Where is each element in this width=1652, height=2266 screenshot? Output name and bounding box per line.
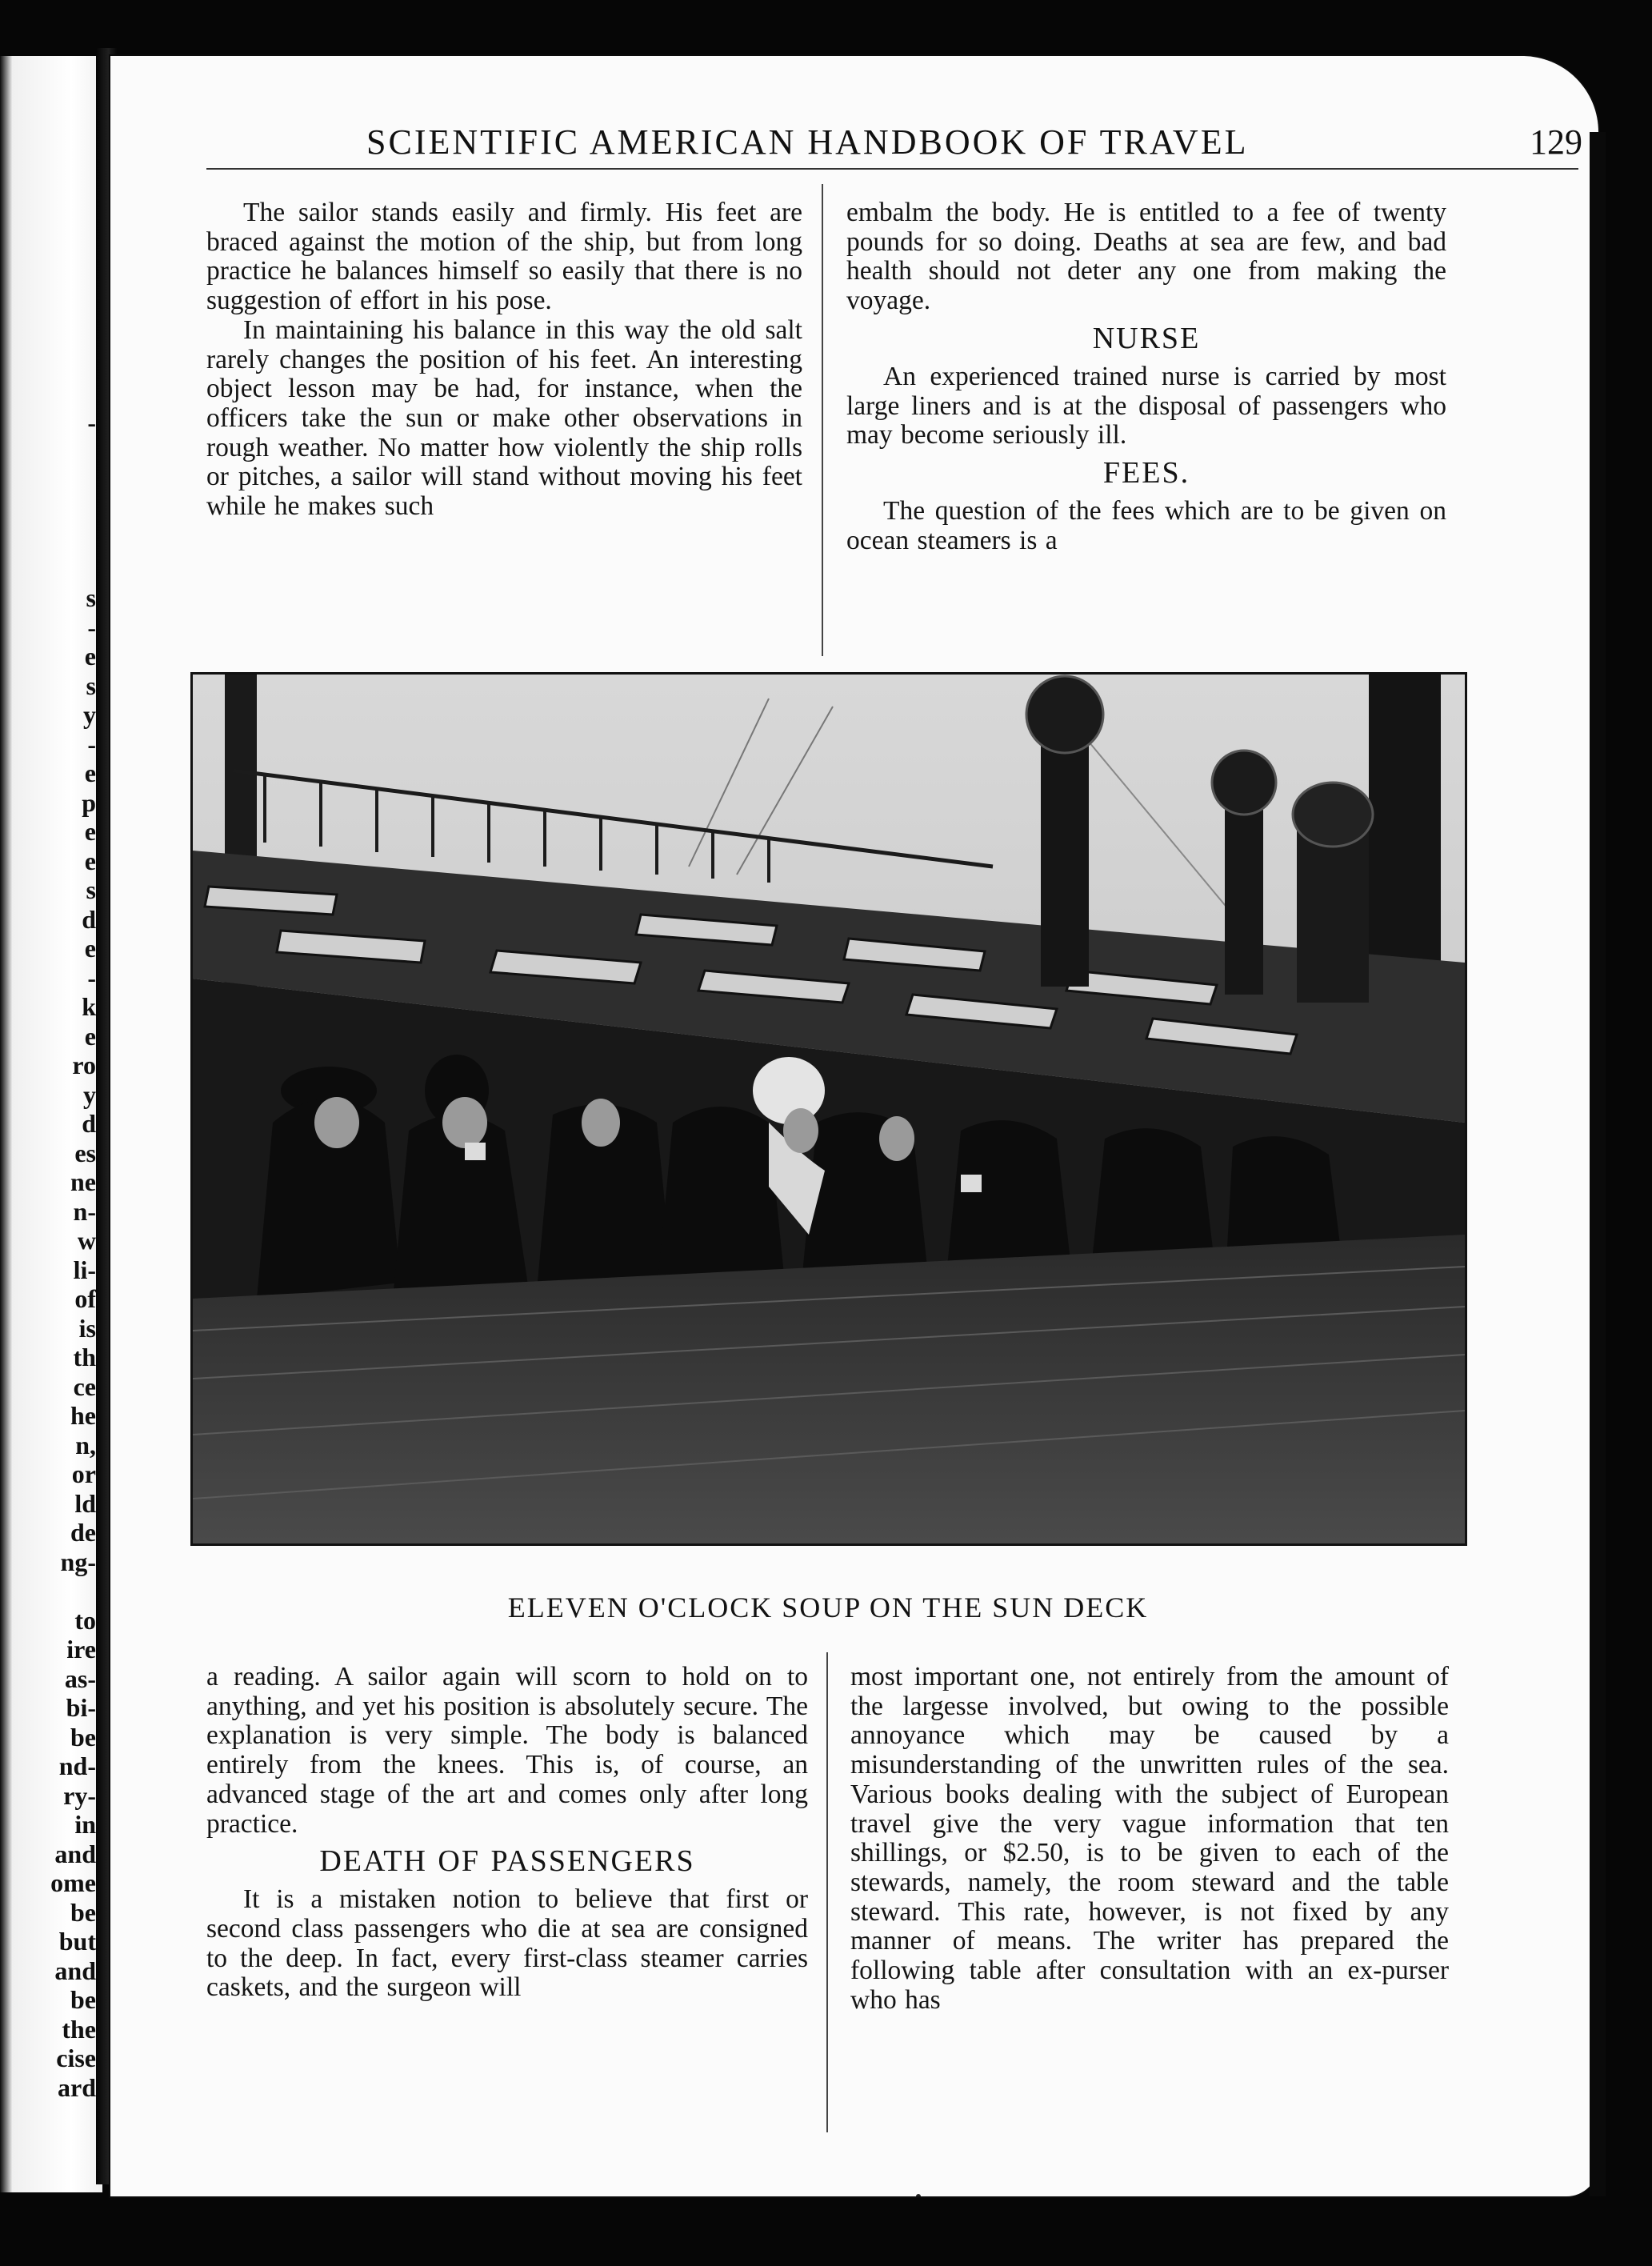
running-title: SCIENTIFIC AMERICAN HANDBOOK OF TRAVEL [366,122,1249,162]
paragraph-nurse: An experienced trained nurse is carried by most large liners and is at the disposal of passengers who may become seriously ill. [846,361,1446,450]
top-right-column [846,198,1446,555]
paragraph-fees-intro: The question of the fees which are to be given on ocean steamers is a [846,495,1446,555]
top-left-column [206,198,802,522]
running-header [366,122,1582,173]
facing-page-edge [0,56,102,2192]
paragraph-balance: In maintaining his balance in this way the old salt rarely changes the position of his feet. An interesting object lesson may be had, for instance, when the officers take the sun or make other observations in rough weather. No matter how violently the ship rolls or pitches, a sailor will stand without moving his feet while he makes such [206,314,802,522]
paragraph-death-at-sea: It is a mistaken notion to believe that first or second class passengers who die at sea are consigned to the deep. In fact, every first-class steamer carries caskets, and the surgeon will [206,1884,808,2003]
deck-photograph-image [193,675,1465,1543]
page-number: 129 [1530,122,1582,162]
top-column-divider [822,184,823,656]
heading-fees: FEES. [1102,455,1190,490]
deck-photograph [190,672,1467,1546]
header-rule [206,168,1578,170]
bottom-column-divider [826,1652,828,2132]
paragraph-fees-continued: most important one, not entirely from the amount of the largesse involved, but owing to the possible annoyance which may be caused by a misunderstanding of the unwritten rules of the sea. Various books dealing with the subject of European travel give the very vague information that ten shillings, or $2.50, is to be given to each of the stewards, namely, the room steward and the table steward. This rate, however, is not fixed by any manner of means. The writer has prepared the following table after consultation with an ex-purser who has [850,1662,1449,2015]
paragraph-sailor-knees: a reading. A sailor again will scorn to hold on to anything, and yet his position is absolutely secure. The explanation is very simple. The body is balanced entirely from the knees. This is, of course, an advanced stage of the art and comes only after long practice. [206,1662,808,1839]
facing-page-text-fragments: - s - e s y - e p e e s d e - k e ro y d es ne n- w li- of is th ce he n, or ld de ng- to ire as- bi- be nd- ry- in and ome be but and be the cise ard [50,408,96,2102]
bottom-left-column [206,1663,808,2003]
photo-caption: ELEVEN O'CLOCK SOUP ON THE SUN DECK [507,1591,1149,1623]
paragraph-sailor-stands: The sailor stands easily and firmly. His feet are braced against the motion of the ship, but from long practice he balances himself so easily that there is no suggestion of effort in his pose. [206,198,802,316]
heading-nurse: NURSE [1092,321,1201,355]
page-edge-shadow [1590,132,1606,2196]
heading-death-of-passengers: DEATH OF PASSENGERS [319,1844,695,1879]
book-page [110,56,1598,2196]
bottom-right-column [850,1663,1449,2015]
paragraph-embalm: embalm the body. He is entitled to a fee of twenty pounds for so doing. Deaths at sea are few, and bad health should not deter any one from making the voyage. [846,198,1446,316]
ink-speck [916,2194,921,2196]
